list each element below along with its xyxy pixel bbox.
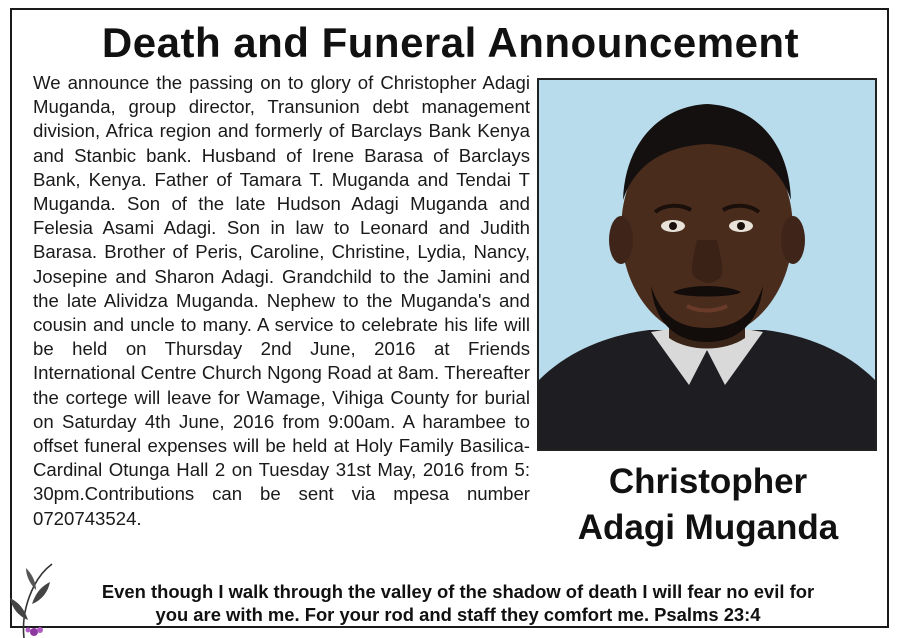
deceased-first-name: Christopher — [608, 462, 808, 501]
verse-line-1: Even though I walk through the valley of the shadow of death I will fear no evil for — [101, 581, 815, 602]
verse-line-2: you are with me. For your rod and staff they comfort me. Psalms 23:4 — [155, 604, 761, 625]
announcement-body: We announce the passing on to glory of Christopher Adagi Muganda, group director, Transunion debt management division, Africa region and formerly of Barclays Bank Kenya and Stanbic bank. Husband of Irene Barasa of Barclays Bank, Kenya. Father of Tamara T. Muganda and Tendai T Muganda. Son of the late Hudson Adagi Muganda and Felesia Asami Adagi. Son in law to Leonard and Judith Barasa. Brother of Peris, Caroline, Christine, Lydia, Nancy, Josepine and Sharon Adagi. Grandchild to the Jamini and the late Alividza Muganda. Nephew to the Muganda's and cousin and uncle to many. A service to celebrate his life will be held on Thursday 2nd June, 2016 at Friends International Centre Church Ngong Road at 8am. Thereafter the cortege will leave for Wamage, Vihiga County for burial on Saturday 4th June, 2016 from 9:00am. A harambee to offset funeral expenses will be held at Holy Family Basilica-Cardinal Otunga Hall 2 on Tuesday 31st May, 2016 from 5: 30pm.Contributions can be sent via mpesa number 0720743524. — [33, 72, 530, 529]
portrait-photo — [537, 78, 877, 451]
page-title: Death and Funeral Announcement — [101, 19, 800, 66]
portrait-illustration — [539, 80, 875, 449]
deceased-name — [537, 459, 879, 551]
floral-ornament-icon — [4, 560, 74, 638]
scripture-verse — [30, 580, 886, 626]
deceased-last-name: Adagi Muganda — [577, 508, 839, 547]
